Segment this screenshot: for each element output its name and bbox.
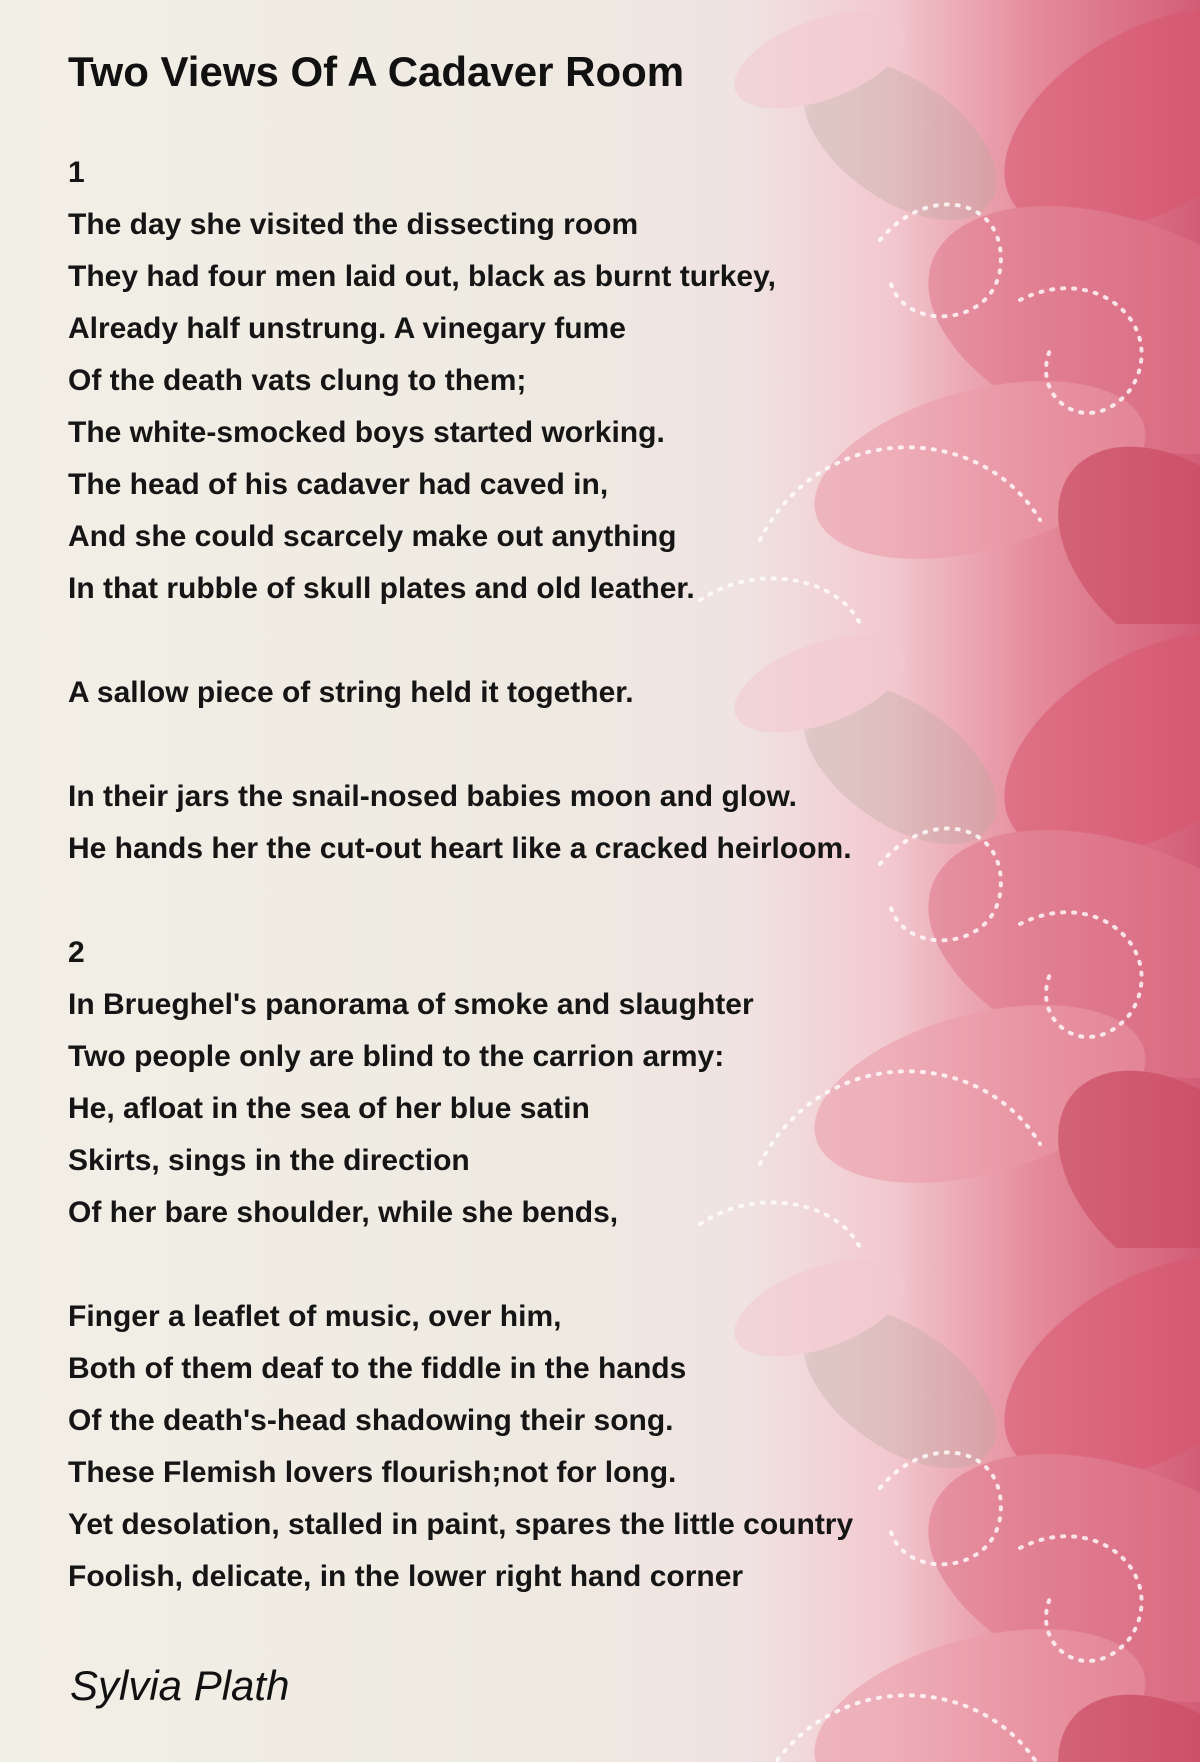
poem-line: The day she visited the dissecting room [68,208,639,241]
poem-line: They had four men laid out, black as burnt turkey, [68,260,776,293]
poem-author: Sylvia Plath [70,1662,290,1709]
poem-title: Two Views Of A Cadaver Room [68,48,685,95]
poem-line: And she could scarcely make out anything [68,520,677,553]
poem-line: In that rubble of skull plates and old leather. [68,572,695,605]
poem-line: In Brueghel's panorama of smoke and slaughter [68,988,754,1021]
poem-line: Skirts, sings in the direction [68,1144,470,1177]
poem-line: These Flemish lovers flourish;not for long. [68,1456,677,1489]
poem-line: Yet desolation, stalled in paint, spares the little country [68,1508,854,1541]
poem-line: Of the death's-head shadowing their song. [68,1404,674,1437]
poem-line: Already half unstrung. A vinegary fume [68,312,626,345]
poem-line: Finger a leaflet of music, over him, [68,1300,562,1333]
poem-line: Foolish, delicate, in the lower right hand corner [68,1560,744,1593]
poem-line: In their jars the snail-nosed babies moon and glow. [68,780,797,813]
poem-line: A sallow piece of string held it together. [68,676,634,709]
poem-line: 2 [68,936,85,969]
poem-line: The white-smocked boys started working. [68,416,665,449]
poem-line: Two people only are blind to the carrion army: [68,1040,725,1073]
poem-line: He, afloat in the sea of her blue satin [68,1092,590,1125]
poem-line: He hands her the cut-out heart like a cracked heirloom. [68,832,852,865]
poem-line: Both of them deaf to the fiddle in the hands [68,1352,687,1385]
poem-line: The head of his cadaver had caved in, [68,468,609,501]
poem-line: Of the death vats clung to them; [68,364,527,397]
poem-line: Of her bare shoulder, while she bends, [68,1196,619,1229]
poem-line: 1 [68,156,85,189]
